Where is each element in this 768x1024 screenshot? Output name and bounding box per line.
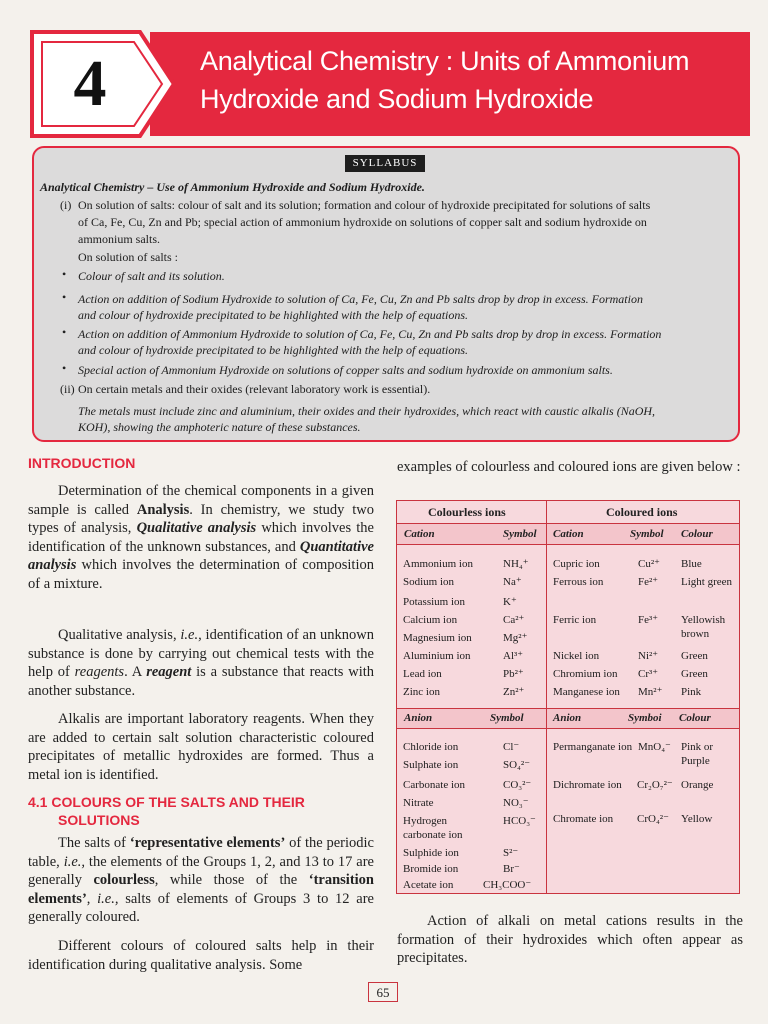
table-cell-symbol: Mn²⁺ <box>638 686 663 698</box>
syllabus-item2-line1: On certain metals and their oxides (relevant laboratory work is essential). <box>78 382 431 396</box>
table-cell-symbol: S²⁻ <box>503 847 519 859</box>
column-header-anion: Anion <box>404 712 433 724</box>
table-cell-name: Bromide ion <box>403 863 459 875</box>
table-cell-symbol: Zn²⁺ <box>503 686 525 698</box>
syllabus-item1-line2: of Ca, Fe, Cu, Zn and Pb; special action of ammonium hydroxide on solutions of copper salt and sodium hydroxide on <box>78 215 647 229</box>
bullet-dot: • <box>62 290 67 304</box>
table-cell-name: Carbonate ion <box>403 779 466 791</box>
column-header-symbol: Symboi <box>628 712 662 724</box>
syllabus-bullet4: Special action of Ammonium Hydroxide on solutions of copper salts and sodium hydroxide on ammonium salts. <box>78 363 613 377</box>
table-cell-colour: Green <box>681 668 708 680</box>
table-cell-colour: Pink or Purple <box>681 741 714 767</box>
column-header-symbol: Symbol <box>503 528 537 540</box>
table-cell-symbol: MnO₄⁻ <box>638 741 671 753</box>
table-cell-name: Aluminium ion <box>403 650 471 662</box>
after-table-paragraph: Action of alkali on metal cations results in the formation of their hydroxides which often appear as precipitates. <box>397 913 743 966</box>
table-cell-symbol: CrO₄²⁻ <box>637 813 669 825</box>
table-cell-colour: Blue <box>681 558 702 570</box>
syllabus-item2-line3: KOH), showing the amphoteric nature of these substances. <box>78 420 361 434</box>
table-cell-name: Zinc ion <box>403 686 440 698</box>
column-header-anion: Anion <box>553 712 582 724</box>
table-cell-name: Nitrate <box>403 797 434 809</box>
syllabus-bullet2-line2: and colour of hydroxide precipitated to be highlighted with the help of equations. <box>78 308 469 322</box>
table-cell-name: Hydrogen carbonate ion <box>403 815 463 841</box>
table-cell-name: Manganese ion <box>553 686 620 698</box>
table-cell-symbol: Cr³⁺ <box>638 668 659 680</box>
table-cell-symbol: Cu²⁺ <box>638 558 660 570</box>
page-number: 65 <box>368 982 398 1002</box>
section-4-1-heading-line1: 4.1 COLOURS OF THE SALTS AND THEIR <box>28 794 305 810</box>
table-cell-symbol: Fe²⁺ <box>638 576 659 588</box>
table-cell-colour: Light green <box>681 576 733 588</box>
syllabus-item1-line3: ammonium salts. <box>78 232 160 246</box>
table-divider <box>396 544 740 545</box>
table-cell-symbol: HCO₃⁻ <box>503 815 536 827</box>
table-cell-symbol: CH₃COO⁻ <box>483 879 532 891</box>
bullet-dot: • <box>62 325 67 339</box>
syllabus-item2-line2: The metals must include zinc and aluminium, their oxides and their hydroxides, which react with caustic alkalis (NaOH, <box>78 404 656 418</box>
table-cell-symbol: Mg²⁺ <box>503 632 528 644</box>
table-cell-symbol: CO₃²⁻ <box>503 779 532 791</box>
syllabus-bullet3-line1: Action on addition of Ammonium Hydroxide to solution of Ca, Fe, Cu, Zn and Pb salts drop by drop in excess. Formation <box>78 327 662 341</box>
syllabus-bullet1: Colour of salt and its solution. <box>78 269 225 283</box>
table-cell-colour: Yellow <box>681 813 713 825</box>
syllabus-bullet2-line1: Action on addition of Sodium Hydroxide to solution of Ca, Fe, Cu, Zn and Pb salts drop by drop in excess. Formation <box>78 292 643 306</box>
chapter-title-line2: Hydroxide and Sodium Hydroxide <box>200 84 594 114</box>
table-cell-name: Chromium ion <box>553 668 618 680</box>
column-header-symbol: Symbol <box>490 712 524 724</box>
table-cell-symbol: Fe³⁺ <box>638 614 659 626</box>
syllabus-heading: Analytical Chemistry – Use of Ammonium Hydroxide and Sodium Hydroxide. <box>40 180 425 194</box>
column-header-colour: Colour <box>679 712 711 724</box>
syllabus-tag: SYLLABUS <box>345 155 425 172</box>
table-cell-name: Ferrous ion <box>553 576 604 588</box>
table-cell-symbol: Ca²⁺ <box>503 614 525 626</box>
table-cell-symbol: Al³⁺ <box>503 650 524 662</box>
table-cell-name: Calcium ion <box>403 614 458 626</box>
syllabus-item1-num: (i) <box>60 198 72 212</box>
bullet-dot: • <box>62 267 67 281</box>
table-cell-name: Lead ion <box>403 668 442 680</box>
intro-paragraph-2: Qualitative analysis, i.e., identification of an unknown substance is done by carrying out chemical tests with the help of reagents. A reagent is a substance that reacts with another substance. <box>28 627 375 699</box>
table-cell-symbol: NO₃⁻ <box>503 797 529 809</box>
intro-paragraph-1: Determination of the chemical components in a given sample is called Analysis. In chemistry, we study two types of analysis, Qualitative analysis which involves the identification of the unknown substances, and Quantitative analysis which involves the determination of composition of a mixture. <box>28 483 374 592</box>
table-cell-symbol: Ni²⁺ <box>638 650 659 662</box>
table-divider <box>396 523 740 524</box>
intro-paragraph-3: Alkalis are important laboratory reagents. When they are added to certain salt solution characteristic coloured precipitates of metallic hydroxides are formed. Thus a metal ion is identified. <box>28 711 374 783</box>
table-cell-symbol: Cl⁻ <box>503 741 520 753</box>
table-cell-name: Magnesium ion <box>403 632 472 644</box>
chapter-title-line1: Analytical Chemistry : Units of Ammonium <box>200 46 690 76</box>
table-cell-colour: Pink <box>681 686 702 698</box>
table-cell-colour: Yellowish brown <box>681 614 726 640</box>
table-cell-name: Sulphide ion <box>403 847 459 859</box>
section-4-1-heading-line2: SOLUTIONS <box>58 812 140 828</box>
syllabus-bullet3-line2: and colour of hydroxide precipitated to be highlighted with the help of equations. <box>78 343 469 357</box>
syllabus-item1-line1: On solution of salts: colour of salt and its solution; formation and colour of hydroxide precipitated for solutions of salts <box>78 198 651 212</box>
table-intro-text: examples of colourless and coloured ions are given below : <box>397 459 741 475</box>
introduction-heading: INTRODUCTION <box>28 455 136 471</box>
table-cell-name: Sulphate ion <box>403 759 459 771</box>
table-cell-symbol: Br⁻ <box>503 863 520 875</box>
table-cell-symbol: SO₄²⁻ <box>503 759 531 771</box>
table-cell-symbol: Na⁺ <box>503 576 522 588</box>
table-cell-name: Sodium ion <box>403 576 455 588</box>
table-cell-symbol: K⁺ <box>503 596 517 608</box>
section-4-1-paragraph-1: The salts of ‘representative elements’ of the periodic table, i.e., the elements of the Groups 1, 2, and 13 to 17 are generally colourless, while those of the ‘transition elements’, i.e., salts of elements of Groups 3 to 12 are generally coloured. <box>28 835 374 925</box>
table-cell-name: Chromate ion <box>553 813 614 825</box>
table-cell-name: Dichromate ion <box>553 779 622 791</box>
table-cell-name: Nickel ion <box>553 650 600 662</box>
table-cell-name: Ammonium ion <box>403 558 473 570</box>
table-cell-name: Cupric ion <box>553 558 600 570</box>
table-cell-name: Permanganate ion <box>553 741 633 753</box>
table-cell-symbol: Cr₂O₇²⁻ <box>637 779 673 791</box>
table-cell-name: Acetate ion <box>403 879 454 891</box>
table-cell-name: Potassium ion <box>403 596 466 608</box>
table-cell-colour: Green <box>681 650 708 662</box>
table-cell-colour: Orange <box>681 779 714 791</box>
column-header-colour: Colour <box>681 528 713 540</box>
table-divider <box>396 708 740 709</box>
chapter-number: 4 <box>73 47 107 120</box>
syllabus-item2-num: (ii) <box>60 382 75 396</box>
table-cell-name: Chloride ion <box>403 741 459 753</box>
table-cell-name: Ferric ion <box>553 614 597 626</box>
bullet-dot: • <box>62 361 67 375</box>
table-cell-symbol: Pb²⁺ <box>503 668 524 680</box>
column-header-cation: Cation <box>404 528 435 540</box>
syllabus-item1-sub: On solution of salts : <box>78 250 179 264</box>
chapter-title <box>200 42 745 118</box>
column-header-symbol: Symbol <box>630 528 664 540</box>
table-cell-symbol: NH₄⁺ <box>503 558 529 570</box>
section-4-1-paragraph-2: Different colours of coloured salts help in their identification during qualitative analysis. Some <box>28 938 374 973</box>
colourless-ions-header: Colourless ions <box>428 505 506 519</box>
table-divider <box>546 500 547 894</box>
table-divider <box>396 728 740 729</box>
column-header-cation: Cation <box>553 528 584 540</box>
coloured-ions-header: Coloured ions <box>606 505 678 519</box>
